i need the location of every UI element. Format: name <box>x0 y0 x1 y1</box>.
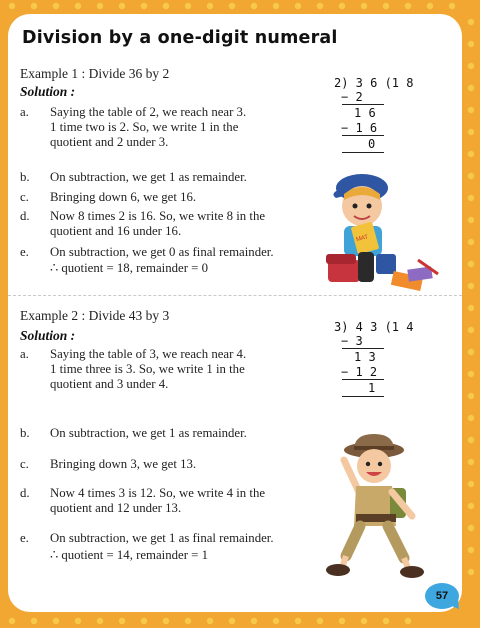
example1-step-c: c. Bringing down 6, we get 16. <box>20 190 197 204</box>
page-number: 57 <box>425 583 459 609</box>
example2-long-division: 3) 4 3 (1 4 − 3 1 3 − 1 2 1 <box>334 320 414 395</box>
example2-solution-label: Solution : <box>20 328 76 343</box>
example1-long-division: 2) 3 6 (1 8 − 2 1 6 − 1 6 0 <box>334 76 414 151</box>
page-panel <box>8 14 462 612</box>
example1-result: ∴ quotient = 18, remainder = 0 <box>50 261 208 275</box>
example1-step-b: b. On subtraction, we get 1 as remainder. <box>20 170 247 184</box>
example2-result: ∴ quotient = 14, remainder = 1 <box>50 548 208 562</box>
example2-step-e: e. On subtraction, we get 1 as final remainder. <box>20 531 274 545</box>
page-title: Division by a one-digit numeral <box>22 28 338 48</box>
explorer-boy-illustration <box>320 434 430 584</box>
example1-step-d: d. Now 8 times 2 is 16. So, we write 8 in the quotient and 16 under 16. <box>20 209 266 238</box>
boy-reading-illustration <box>322 164 442 292</box>
example1-solution-label: Solution : <box>20 84 76 99</box>
section-divider <box>8 295 462 296</box>
book-label: MAT <box>355 234 369 244</box>
example2-step-b: b. On subtraction, we get 1 as remainder. <box>20 426 247 440</box>
example1-step-a: a. Saying the table of 2, we reach near 3. 1 time two is 2. So, we write 1 in the quotient and 2 under 3. <box>20 105 247 149</box>
example2-heading: Example 2 : Divide 43 by 3 <box>20 308 170 323</box>
example2-step-c: c. Bringing down 3, we get 13. <box>20 457 197 471</box>
example2-step-a: a. Saying the table of 3, we reach near 4. 1 time three is 3. So, we write 1 in the quotient and 3 under 4. <box>20 347 247 391</box>
example1-step-e: e. On subtraction, we get 0 as final remainder. <box>20 245 274 259</box>
example2-step-d: d. Now 4 times 3 is 12. So, we write 4 in the quotient and 12 under 13. <box>20 486 266 515</box>
example1-heading: Example 1 : Divide 36 by 2 <box>20 66 170 81</box>
